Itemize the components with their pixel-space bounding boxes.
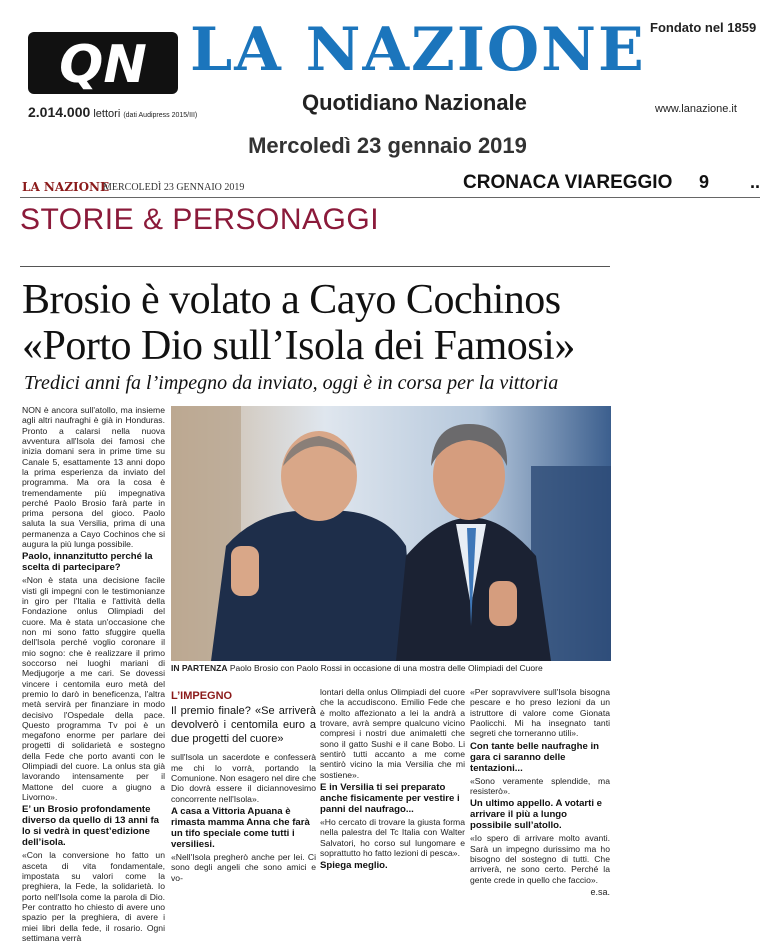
readers-label: lettori (93, 108, 121, 120)
interview-question: E in Versilia ti sei preparato anche fisicamente per vestire i panni del naufrago... (320, 781, 460, 815)
paragraph: «Io spero di arrivare molto avanti. Sarà un impegno durissimo ma ho bisogno del sostegno di tutti. Che arriverà, ne sono certo. Perché la gente crede in quello che faccio». (470, 833, 610, 885)
strip-date: MERCOLEDÌ 23 GENNAIO 2019 (103, 182, 245, 193)
headline-line-2: «Porto Dio sull’Isola dei Famosi» (22, 323, 575, 369)
caption-tag: IN PARTENZA (171, 663, 228, 673)
paragraph: «Ho cercato di trovare la giusta forma nella palestra del Tc Italia con Walter Salvatori, ho corso sul lungomare e soprattutto ho fatto lezioni di pesca». (320, 816, 465, 858)
section-title: CRONACA VIAREGGIO (463, 172, 673, 193)
interview-question: Un ultimo appello. A votarti e arrivare il più a lungo possibile sull’atollo. (470, 798, 603, 832)
newspaper-title: LA NAZIONE (190, 15, 646, 85)
divider (20, 266, 610, 267)
author-signature: e.sa. (590, 886, 610, 897)
paragraph: «Sono veramente splendide, ma resisterò». (470, 775, 610, 796)
subheadline: Tredici anni fa l’impegno da inviato, oggi è in corsa per la vittoria (24, 372, 559, 394)
photo-caption (171, 663, 611, 673)
article-photo (171, 406, 611, 661)
paragraph: NON è ancora sull'atollo, ma insieme agli altri naufraghi è già in Honduras. Pronto a calarsi nella nuova avventura all'Isola dei famosi che inizia domani sera in prime time su Canale 5, esattamente 13 anni dopo la prima esperienza da inviato del programma. Ma ora la cosa è tremendamente più impegnativa perché Paolo Brosio farà parte in prima persona del gioco. Paolo saluta la sua Versilia, prima di una permanenza a Cayo Cochinos che si augura la più lunga possibile. (22, 405, 165, 550)
caption-text: Paolo Brosio con Paolo Rossi in occasione di una mostra delle Olimpiadi del Cuore (229, 663, 543, 673)
article-column-1 (22, 405, 165, 943)
headline-line-1: Brosio è volato a Cayo Cochinos (22, 277, 561, 323)
founded-label: Fondato nel 1859 (650, 20, 757, 35)
article-column-3 (320, 687, 465, 885)
kicker: STORIE & PERSONAGGI (20, 203, 380, 236)
interview-question: Spiega meglio. (320, 860, 388, 872)
page-number: 9 (699, 172, 710, 192)
issue-date: Mercoledì 23 gennaio 2019 (248, 133, 527, 158)
paragraph: sull'Isola un sacerdote e confesserà me chi lo vorrà, portando la Comunione. Non esagero nel dire che Dio dovrà essere il diciannovesimo concorrente nell'Isola». (171, 752, 316, 804)
website-link[interactable]: www.lanazione.it (655, 103, 737, 115)
interview-question: E’ un Brosio profondamente diverso da quello di 13 anni fa lo si vedrà in quest’edizione dell’isola. (22, 804, 160, 849)
paragraph: lontari della onlus Olimpiadi del cuore che la accudiscono. Emilio Fede che è molto affezionato a lei la andrà a trovare, avrà sempre qualcuno vicino compresi i nostri due animaletti che sono il gatto Sushi e il cane Bobo. Li sentirò tutti accanto a me come sentirò vicino la mia Versilia che mi sostiene». (320, 687, 465, 780)
page-dots: .. (750, 172, 761, 192)
readers-count (28, 104, 197, 120)
newspaper-subtitle: Quotidiano Nazionale (302, 90, 527, 115)
svg-text:QN: QN (59, 35, 147, 95)
paragraph: «Per sopravvivere sull'Isola bisogna pescare e ho preso lezioni da un istruttore di valore come Gionata Paolicchi. Mi ha insegnato tanti segreti che torneranno utili». (470, 687, 610, 739)
paragraph: «Con la conversione ho fatto un asceta di vita fondamentale, impostata su valori come la preghiera, la Fede, la solidarietà. Io porto nell'Isola come la parola di Dio. Per contratto ho chiesto di avere uno spazio per la preghiera, di avere i miei libri della fede, il rosario. Ogni settimana verrà (22, 850, 165, 943)
pull-quote: Il premio finale? «Se arriverà devolverò i centomila euro a due progetti del cuore» (171, 705, 316, 745)
article-column-4 (470, 687, 610, 897)
divider (20, 197, 760, 198)
readers-number: 2.014.000 (28, 104, 91, 120)
paragraph: «Non è stata una decisione facile visti gli impegni con le testimonianze in giro per l'Italia e l'attività della Fondazione onlus Olimpiadi del cuore. Ma è stata un'occasione che non mi sono fatto sfuggire quella dell'Isola perché voglio coronare il mio sogno: che è realizzare il primo soccorso nei luoghi mariani di Medjugorje a me cari. Se dovessi vincere i centomila euro metà del premio lo darò in beneficenza, l'altra metà servirà per finanziare in modo decisivo l'Ospedale della pace. Questo programma Tv poi è un megafono enorme per parlare dei progetti di solidarietà e sostegno della Fede che porto avanti con le Olimpiadi del cuore. La onlus sta già lavorando intensamente per il Mattone del cuore a giugno a Livorno». (22, 575, 165, 802)
readers-source: (dati Audipress 2015/III) (123, 112, 198, 119)
strip-brand: LA NAZIONE (22, 180, 110, 194)
article-column-2 (171, 690, 316, 885)
qn-logo (28, 28, 178, 98)
interview-question: Con tante belle naufraghe in gara ci saranno delle tentazioni... (470, 740, 599, 774)
interview-question: Paolo, innanzitutto perché la scelta di partecipare? (22, 551, 153, 574)
paragraph: «Nell'Isola pregherò anche per lei. Ci sono degli angeli che sono amici e vo- (171, 852, 316, 883)
interview-question: A casa a Vittoria Apuana è rimasta mamma Anna che farà un tifo speciale come tutti i versiliesi. (171, 806, 310, 851)
pull-quote-tag: L’IMPEGNO (171, 690, 233, 702)
